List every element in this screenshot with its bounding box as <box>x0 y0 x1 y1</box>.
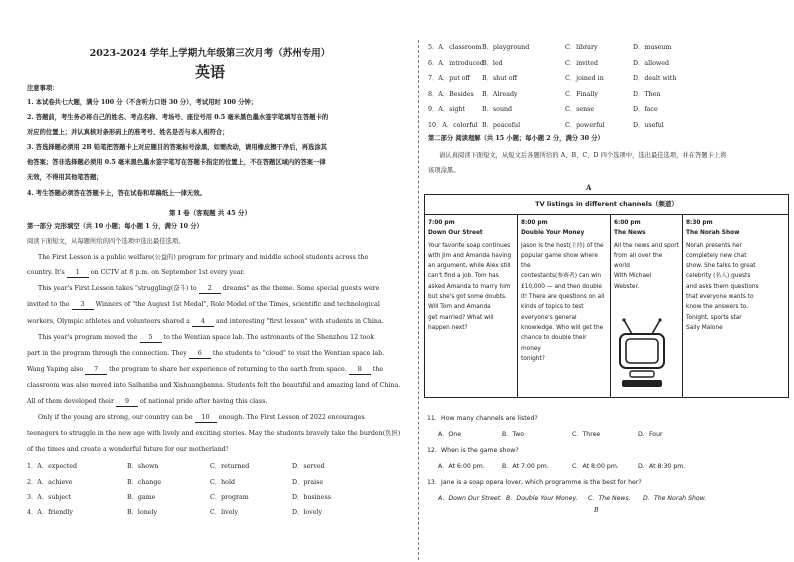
option: B．shut off <box>482 75 518 82</box>
option: D．allowed <box>633 60 670 67</box>
tv-desc-line: that everyone wants to <box>686 294 754 301</box>
question-stem: 13．Jane is a soap opera lover, which programme is the best for her? <box>427 479 642 486</box>
option: B．playground <box>482 44 530 51</box>
option: B．led <box>482 60 503 67</box>
tv-show-name: Down Our Street <box>428 230 483 237</box>
option: C．Finally <box>565 91 598 98</box>
option: D．useful <box>633 122 664 129</box>
column-divider <box>418 40 420 560</box>
option: C．powerful <box>565 122 605 129</box>
exam-title: 2023-2024 学年上学期九年级第三次月考（苏州专用） <box>89 48 331 59</box>
option: C．program <box>210 494 249 501</box>
tv-desc-line: knowledge. Who will get the <box>521 324 604 331</box>
note-3a: 3. 答选择题必须用 2B 铅笔把答题卡上对应题目的答案标号涂黑，如需改动，请用橡皮擦干净后，再选涂其 <box>27 144 327 151</box>
television-icon <box>618 318 666 390</box>
tv-desc-line: Sally Malone <box>686 324 723 331</box>
option: D．dealt with <box>633 75 677 82</box>
tv-show-name: The News <box>614 230 646 237</box>
option: 9．A．sight <box>428 106 466 113</box>
option: C．sense <box>565 106 595 113</box>
option: C．Three <box>572 431 601 438</box>
note-3b: 他答案；答非选择题必须用 0.5 毫米黑色墨水签字笔写在答题卡指定的位置上，不在答题区域内的答案一律 <box>27 159 326 166</box>
tv-desc-line: tonight? <box>521 355 545 362</box>
tv-desc-line: and asks them questions <box>686 283 759 290</box>
option: B．game <box>127 494 156 501</box>
tv-desc-line: world <box>614 263 630 270</box>
option: C．At 8:00 pm. <box>572 463 619 470</box>
passage-line: All of them developed their 9 of national pride after having this class. <box>27 398 268 405</box>
passage-a-label: A <box>586 183 592 192</box>
tv-column <box>683 215 788 397</box>
option: C．returned <box>210 463 250 470</box>
tv-desc-line: an argument, while Alex still <box>428 263 511 270</box>
section1-instruction: 阅读下面短文，从每题所给的四个选项中选出最佳选项。 <box>27 238 185 245</box>
section1-title: 第一部分 完形填空（共 10 小题；每小题 1 分，满分 10 分） <box>27 223 203 230</box>
question-stem: 11．How many channels are listed? <box>427 415 538 422</box>
section2-title: 第二部分 阅读理解（共 15 小题；每小题 2 分，满分 30 分） <box>428 135 604 142</box>
tv-show-name: The Norah Show <box>686 230 740 237</box>
tv-desc-line: Will Tom and Amanda <box>428 304 491 311</box>
note-1: 1. 本试卷共七大题，满分 100 分（不含听力口语 30 分），考试用时 100 分钟； <box>27 99 258 106</box>
option: B．lonely <box>127 509 158 516</box>
tv-desc-line: get married? What will <box>428 314 494 321</box>
option: C．lively <box>210 509 238 516</box>
notes-heading: 注意事项： <box>27 85 59 92</box>
tv-desc-line: chance to double their money <box>521 335 587 352</box>
passage-b-label: B <box>594 507 599 514</box>
option: A．One <box>438 431 462 438</box>
option: 1．A．expected <box>27 463 77 470</box>
option: B．shown <box>127 463 159 470</box>
option: B．sound <box>482 106 513 113</box>
blank-5: 5 <box>140 334 162 343</box>
tv-desc-line: Webster. <box>614 283 640 290</box>
tv-desc-line: With Michael <box>614 273 652 280</box>
blank-8: 8 <box>349 366 371 375</box>
passage-line: teenagers to struggle in the new age with lively and exciting stories. May the students bravely take the burden(负担) <box>27 430 401 437</box>
option: D．At 8:30 pm. <box>638 463 686 470</box>
option: D．praise <box>292 479 324 486</box>
tv-show-name: Double Your Money <box>521 230 585 237</box>
tv-desc-line: everyone's general <box>521 314 577 321</box>
option: C．library <box>565 44 598 51</box>
tv-desc-line: but she's got some doubts. <box>428 294 507 301</box>
option: C．hold <box>210 479 236 486</box>
tv-desc-line: kinds of topics to test <box>521 304 584 311</box>
passage-line: invited to the 3 Winners of "the August 1st Medal", Role Model of the Times, scientific and technological <box>27 301 380 308</box>
section2-instruction-cont: 该项涂黑。 <box>428 167 460 174</box>
option: D．museum <box>633 44 672 51</box>
tv-desc-line: it! There are questions on all <box>521 294 605 301</box>
passage-line: country. It's 1 on CCTV at 8 p.m. on September 1st every year. <box>27 269 245 276</box>
tv-time: 8:00 pm <box>521 220 548 226</box>
tv-desc-line: Your favorite soap continues <box>428 242 511 249</box>
option: 4．A．friendly <box>27 509 73 516</box>
option: 10．A．colorful <box>428 122 478 129</box>
question-stem: 12．When is the game show? <box>427 447 519 454</box>
option: D．The Norah Show. <box>643 495 707 502</box>
tv-desc-line: asked Amanda to marry him <box>428 283 511 290</box>
option: C．joined in <box>565 75 604 82</box>
tv-desc-line: can't find a job. Tom has <box>428 273 499 280</box>
blank-4: 4 <box>192 318 214 327</box>
passage-line: part in the program through the connection. They 6 the students to "cloud" to visit the Wentian space lab. <box>27 350 385 357</box>
tv-desc-line: contestants(参赛者) can win <box>521 273 602 280</box>
blank-2: 2 <box>199 285 221 294</box>
part1-heading: 第 I 卷（客观题 共 45 分） <box>169 209 251 217</box>
tv-desc-line: happen next? <box>428 324 468 331</box>
section2-instruction: 请认真阅读下面短文，从短文后各题所给的 A、B、C、D 四个选项中，选出最佳选项，并在答题卡上将 <box>439 152 727 159</box>
option: A．At 6:00 pm. <box>438 463 485 470</box>
tv-desc-line: completely new chat <box>686 252 747 259</box>
option: D．served <box>292 463 325 470</box>
note-2b: 对应的位置上；并认真核对条形码上的准考号、姓名是否与本人相符合； <box>27 129 229 136</box>
tv-desc-line: celebrity (名人) guests <box>686 273 751 280</box>
tv-desc-line: £10,000 — and then double <box>521 283 602 290</box>
passage-line: Wang Yaping also 7 the program to share her experience of returning to the earth from space. 8 the <box>27 366 384 373</box>
passage-line: classroom was also moved into Saihanba and Xishuangbanna. Students felt the beautiful and amazing land of China. <box>27 382 401 389</box>
tv-column <box>425 215 518 397</box>
option: 3．A．subject <box>27 494 72 501</box>
tv-desc-line: know the answers to. <box>686 304 748 311</box>
tv-desc-line: with Jim and Amanda having <box>428 252 512 259</box>
option: D．lovely <box>292 509 323 516</box>
tv-desc-line: Jason is the host(主持) of the <box>521 242 604 249</box>
passage-line: This year's First Lesson takes "struggling(奋斗) to 2 dreams" as the theme. Some special guests were <box>38 285 380 292</box>
note-3c: 无效，不得用其他笔答题； <box>27 174 103 181</box>
tv-time: 7:00 pm <box>428 220 455 226</box>
note-2a: 2. 答题前，考生务必将自己的姓名、考点名称、考场号、座位号用 0.5 毫米黑色墨水签字笔填写在答题卡的 <box>27 114 329 121</box>
passage-line: workers, Olympic athletes and volunteers shared a 4 and interesting "first lesson" with students in China. <box>27 318 384 325</box>
option: 7．A．put off <box>428 75 471 82</box>
tv-time: 6:00 pm <box>614 220 641 226</box>
subject-title: 英语 <box>194 63 225 81</box>
tv-desc-line: Norah presents her <box>686 242 742 249</box>
option: C．invited <box>565 60 599 67</box>
option: D．Four <box>638 431 663 438</box>
option: B．change <box>127 479 162 486</box>
option: C．The News. <box>588 495 631 502</box>
option: 5．A．classroom <box>428 44 482 51</box>
option: A．Down Our Street. <box>438 495 503 502</box>
blank-10: 10 <box>195 414 217 423</box>
note-4: 4. 考生答题必须答在答题卡上，答在试卷和草稿纸上一律无效。 <box>27 190 206 197</box>
option: B．Double Your Money. <box>506 495 578 502</box>
passage-line: Only if the young are strong, our country can be 10 enough. The First Lesson of 2022 encourages <box>38 414 365 421</box>
tv-time: 8:30 pm <box>686 220 713 226</box>
option: 6．A．introduced <box>428 60 484 67</box>
tv-desc-line: Tonight, sports star <box>686 314 742 321</box>
tv-table-heading: TV listings in different channels（频道） <box>425 195 788 215</box>
tv-desc-line: popular game show where the <box>521 252 598 270</box>
blank-1: 1 <box>67 269 89 278</box>
passage-line: This year's program moved the 5 to the Wentian space lab. The astronauts of the Shenzhou 12 took <box>38 334 375 341</box>
option: 2．A．achieve <box>27 479 73 486</box>
option: B．peaceful <box>482 122 521 129</box>
option: B．Already <box>482 91 518 98</box>
option: D．business <box>292 494 331 501</box>
option: B．Two <box>502 431 525 438</box>
blank-6: 6 <box>189 350 211 359</box>
tv-listings-table <box>424 194 789 398</box>
option: 8．A．Besides <box>428 91 474 98</box>
tv-column <box>518 215 611 397</box>
blank-9: 9 <box>116 398 138 407</box>
passage-line: of the times and create a wonderful future for our motherland! <box>27 446 229 453</box>
option: B．At 7:00 pm. <box>502 463 549 470</box>
tv-desc-line: show. She talks to great <box>686 263 756 270</box>
option: D．Then <box>633 91 661 98</box>
blank-7: 7 <box>85 366 107 375</box>
tv-desc-line: All the news and sport <box>614 242 679 249</box>
tv-desc-line: from all over the <box>614 252 663 259</box>
option: D．face <box>633 106 658 113</box>
blank-3: 3 <box>72 301 94 310</box>
passage-line: The First Lesson is a public welfare(公益的) program for primary and middle school students across the <box>38 254 369 261</box>
